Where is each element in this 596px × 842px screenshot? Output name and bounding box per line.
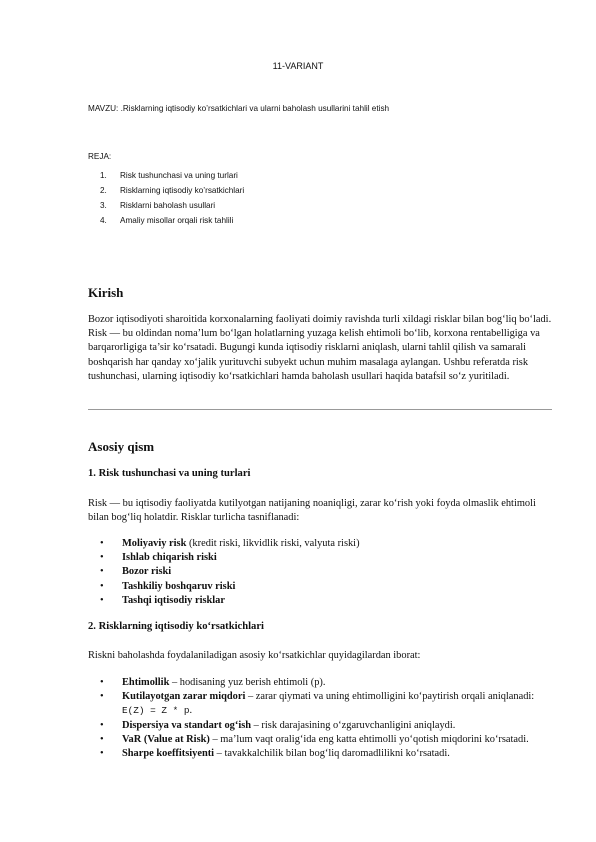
reja-list xyxy=(100,168,244,228)
bullet-icon: • xyxy=(100,733,104,745)
section2-paragraph: Riskni baholashda foydalaniladigan asosiy ko‘rsatkichlar quyidagilardan iborat: xyxy=(88,650,421,661)
list-item-bold: Ishlab chiqarish riski xyxy=(122,552,217,564)
reja-item-number: 2. xyxy=(100,186,107,195)
asosiy-heading: Asosiy qism xyxy=(88,439,155,454)
reja-item-text: Risk tushunchasi va uning turlari xyxy=(120,171,238,180)
section1-paragraph: Risk — bu iqtisodiy faoliyatda kutilyotgan natijaning noaniqligi, zarar ko‘rish yoki foyda olmaslik ehtimoli bilan bog‘liq holatdir. Risklar turlicha tasniflanadi: xyxy=(88,498,536,524)
list-item xyxy=(100,690,550,718)
list-item-bold: Tashqi iqtisodiy risklar xyxy=(122,594,225,606)
bullet-icon: • xyxy=(100,748,104,760)
risk-types-list xyxy=(100,537,360,608)
reja-item-text: Amaliy misollar orqali risk tahlili xyxy=(120,216,234,225)
list-item xyxy=(100,719,550,733)
bullet-icon: • xyxy=(100,719,104,731)
list-item-text: (kredit riski, likvidlik riski, valyuta riski) xyxy=(186,538,360,549)
list-item-bold: Bozor riski xyxy=(122,566,172,578)
list-item-text: – ma’lum vaqt oralig‘ida eng katta ehtimolli yo‘qotish miqdorini ko‘rsatadi. xyxy=(209,733,529,745)
bullet-icon: • xyxy=(100,691,104,703)
formula-code: E(Z) = Z * p xyxy=(122,705,190,717)
list-item-bold: Kutilayotgan zarar miqdori xyxy=(122,691,246,703)
list-item-text: – risk darajasining o‘zgaruvchanligini aniqlaydi. xyxy=(251,719,456,731)
list-item xyxy=(100,565,360,579)
list-item xyxy=(100,676,550,690)
bullet-icon: • xyxy=(100,580,104,592)
list-item xyxy=(100,733,550,747)
reja-item-number: 4. xyxy=(100,216,107,225)
list-item-bold: Sharpe koeffitsiyenti xyxy=(122,748,215,760)
reja-item xyxy=(100,168,244,183)
bullet-icon: • xyxy=(100,552,104,564)
list-item-bold: Dispersiya va standart og‘ish xyxy=(122,719,252,731)
list-item xyxy=(100,551,360,565)
reja-item xyxy=(100,213,244,228)
bullet-icon: • xyxy=(100,677,104,688)
horizontal-divider xyxy=(88,409,552,410)
list-item-text: – tavakkalchilik bilan bog‘liq daromadlilikni ko‘rsatadi. xyxy=(214,748,450,760)
topic-line: MAVZU: .Risklarning iqtisodiy ko’rsatkichlari va ularni baholash usullarini tahlil etish xyxy=(88,104,390,113)
kirish-heading: Kirish xyxy=(88,285,124,300)
list-item-bold: VaR (Value at Risk) xyxy=(122,733,210,745)
list-item-text: – zarar qiymati va uning ehtimolligini ko‘paytirish orqali aniqlanadi: xyxy=(245,691,535,703)
list-item-bold: Tashkiliy boshqaruv riski xyxy=(122,580,236,592)
list-item xyxy=(100,580,360,594)
list-item xyxy=(100,747,550,761)
list-item-tail: . xyxy=(189,705,193,717)
reja-item-number: 3. xyxy=(100,201,107,210)
reja-item-text: Risklarni baholash usullari xyxy=(120,201,216,210)
section1-heading: 1. Risk tushunchasi va uning turlari xyxy=(88,468,251,479)
list-item xyxy=(100,537,360,551)
reja-item xyxy=(100,198,244,213)
bullet-icon: • xyxy=(100,538,104,549)
reja-title: REJA: xyxy=(88,152,112,161)
reja-item-text: Risklarning iqtisodiy ko’rsatkichlari xyxy=(120,186,245,195)
indicators-list xyxy=(100,676,550,761)
list-item-bold: Moliyaviy risk xyxy=(122,538,187,549)
reja-item-number: 1. xyxy=(100,171,107,180)
list-item-bold: Ehtimollik xyxy=(122,677,170,688)
kirish-paragraph: Bozor iqtisodiyoti sharoitida korxonalarning faoliyati doimiy ravishda turli xildagi risklar bilan bog‘liq bo‘ladi. Risk — bu oldindan noma’lum bo‘lgan holatlarning yuzaga kelish ehtimoli bo‘lib, korxona rentabelligiga va barqarorligiga ta’sir ko‘rsatadi. Bugungi kunda iqtisodiy risklarni aniqlash, ularni tahlil qilish va samarali boshqarish har qanday xo‘jalik yurituvchi subyekt uchun muhim masalaga aylangan. Ushbu referatda risk tushunchasi, ularning iqtisodiy ko‘rsatkichlari hamda baholash usullari haqida batafsil so‘z yuritiladi. xyxy=(88,314,552,382)
section2-heading: 2. Risklarning iqtisodiy ko‘rsatkichlari xyxy=(88,621,265,632)
variant-label: 11-VARIANT xyxy=(272,61,324,71)
bullet-icon: • xyxy=(100,594,104,606)
reja-item xyxy=(100,183,244,198)
list-item-text: – hodisaning yuz berish ehtimoli (p). xyxy=(169,677,326,688)
list-item xyxy=(100,594,360,608)
variant-header xyxy=(0,61,596,71)
bullet-icon: • xyxy=(100,566,104,578)
